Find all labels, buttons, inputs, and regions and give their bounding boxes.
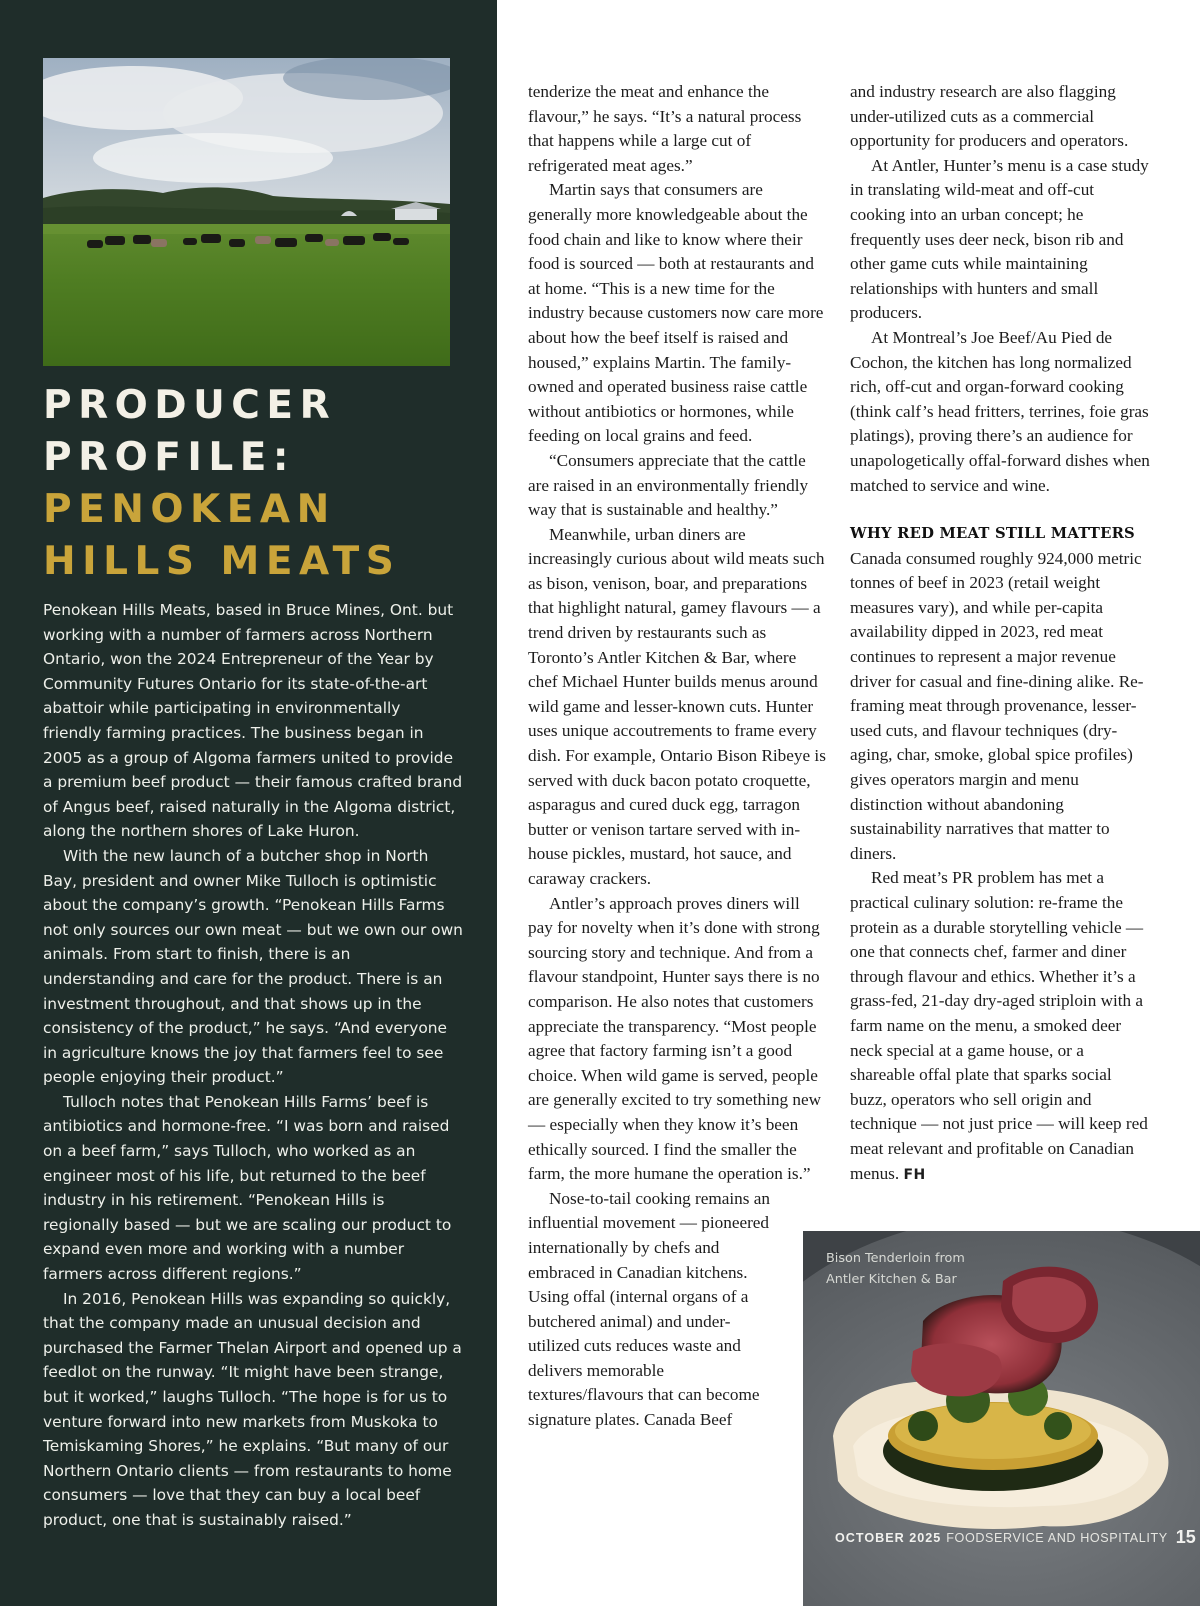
magazine-name: FOODSERVICE AND HOSPITALITY (946, 1531, 1168, 1545)
section-subhead: WHY RED MEAT STILL MATTERS (850, 525, 1135, 543)
page-footer (835, 1526, 1196, 1547)
article-paragraph: Antler’s approach proves diners will pay for novelty when it’s done with strong sourcing story and technique. And from a flavour standpoint, Hunter says there is no comparison. He also notes that customers appreciate the transparency. “Most people agree that factory farming isn’t a good choice. When wild game is served, people are generally excited to try something new — especially when they know it’s been ethically sourced. I find the smaller the farm, the more humane the operation is.” (528, 893, 822, 1184)
sidebar-paragraph: With the new launch of a butcher shop in North Bay, president and owner Mike Tulloch is optimistic about the company’s growth. “Penokean Hills Farms not only sources our own meat — but we own our own animals. From start to finish, there is an understanding and care for the product. There is an investment throughout, and that shows up in the consistency of the product,” he says. “And everyone in agriculture knows the joy that farmers feel to see people enjoying their product.” (43, 846, 463, 1087)
headline-line-2: PROFILE: (43, 435, 296, 480)
article-column-right (850, 80, 1150, 1187)
article-column-middle (528, 80, 828, 1433)
sidebar-paragraph: In 2016, Penokean Hills was expanding so quickly, that the company made an unusual decision and purchased the Farmer Thelan Airport and opened up a feedlot on the runway. “It might have been strange, but it worked,” laughs Tulloch. “The hope is for us to venture forward into new markets from Muskoka to Temiskaming Shores,” he explains. “But many of our Northern Ontario clients — from restaurants to home consumers — love that they can buy a local beef product, one that is sustainably raised.” (43, 1289, 462, 1529)
article-paragraph (850, 866, 1150, 1187)
article-paragraph: tenderize the meat and enhance the flavour,” he says. “It’s a natural process that happens while a large cut of refrigerated meat ages.” (528, 82, 802, 175)
article-paragraph: Nose-to-tail cooking remains an influential movement — pioneered internationally by chefs and embraced in Canadian kitchens. Using offal (internal organs of a butchered animal) and under-utilized cuts reduces waste and delivers memorable textures/flavours that can become signature plates. Canada Beef (528, 1188, 770, 1430)
sidebar-paragraph: Tulloch notes that Penokean Hills Farms’ beef is antibiotics and hormone-free. “I was born and raised on a beef farm,” says Tulloch, who worked as an engineer most of his life, but returned to the beef industry in his retirement. “Penokean Hills is regionally based — but we are scaling our product to expand even more and working with a number farmers across different regions.” (43, 1092, 452, 1284)
article-paragraph: Martin says that consumers are generally more knowledgeable about the food chain and like to know where their food is sourced — both at restaurants and at home. “This is a new time for the industry because customers now care more about how the beef itself is raised and housed,” explains Martin. The family-owned and operated business raise cattle without antibiotics or hormones, while feeding on local grains and feed. (528, 180, 824, 446)
article-paragraph: and industry research are also flagging under-utilized cuts as a commercial opportunity for producers and operators. (850, 82, 1129, 151)
headline-line-3: PENOKEAN (43, 487, 336, 532)
article-paragraph: At Antler, Hunter’s menu is a case study in translating wild-meat and off-cut cooking into an urban concept; he frequently uses deer neck, bison rib and other game cuts while maintaining relationships with hunters and small producers. (850, 155, 1149, 323)
sidebar-body-text (43, 598, 463, 1533)
headline-line-4: HILLS MEATS (43, 539, 401, 584)
photo-caption: Bison Tenderloin from Antler Kitchen & Bar (826, 1251, 965, 1287)
producer-profile-sidebar (0, 0, 497, 1606)
page-number: 15 (1175, 1527, 1196, 1547)
headline-line-1: PRODUCER (43, 383, 337, 428)
article-paragraph: “Consumers appreciate that the cattle are raised in an environmentally friendly way that is sustainable and healthy.” (528, 450, 809, 520)
issue-date: OCTOBER 2025 (835, 1531, 942, 1545)
profile-headline (43, 380, 483, 588)
end-mark: FH (903, 1166, 926, 1183)
article-paragraph: At Montreal’s Joe Beef/Au Pied de Cochon, the kitchen has long normalized rich, off-cut and organ-forward cooking (think calf’s head fritters, terrines, foie gras platings), proving there’s an audience for unapologetically offal-forward dishes when matched to service and wine. (850, 327, 1150, 495)
sidebar-paragraph: Penokean Hills Meats, based in Bruce Mines, Ont. but working with a number of farmers across Northern Ontario, won the 2024 Entrepreneur of the Year by Community Futures Ontario for its state-of-the-art abattoir while participating in environmentally friendly farming practices. The business began in 2005 as a group of Algoma farmers united to provide a premium beef product — their famous crafted brand of Angus beef, raised naturally in the Algoma district, along the northern shores of Lake Huron. (43, 601, 463, 841)
article-paragraph: Meanwhile, urban diners are increasingly curious about wild meats such as bison, venison, boar, and preparations that highlight natural, gamey flavours — a trend driven by restaurants such as Toronto’s Antler Kitchen & Bar, where chef Michael Hunter builds menus around wild game and lesser-known cuts. Hunter uses unique accoutrements to frame every dish. For example, Ontario Bison Ribeye is served with duck bacon potato croquette, asparagus and cured duck egg, tarragon butter or venison tartare served with in-house pickles, mustard, hot sauce, and caraway crackers. (528, 524, 826, 888)
article-paragraph: Canada consumed roughly 924,000 metric tonnes of beef in 2023 (retail weight measures vary), and while per-capita availability dipped in 2023, red meat continues to represent a major revenue driver for casual and fine-dining alike. Re-framing meat through provenance, lesser-used cuts, and flavour techniques (dry-aging, char, smoke, global spice profiles) gives operators margin and menu distinction without abandoning sustainability narratives that matter to diners. (850, 548, 1144, 863)
pasture-cattle-photo (43, 58, 450, 366)
closing-paragraph-text: Red meat’s PR problem has met a practical culinary solution: re-frame the protein as a durable storytelling vehicle — one that connects chef, farmer and diner through flavour and ethics. Whether it’s a grass-fed, 21-day dry-aged striploin with a farm name on the menu, a smoked deer neck special at a game house, or a shareable offal plate that sparks social buzz, operators who sell origin and technique — not just price — will keep red meat relevant and profitable on Canadian menus. (850, 868, 1148, 1183)
